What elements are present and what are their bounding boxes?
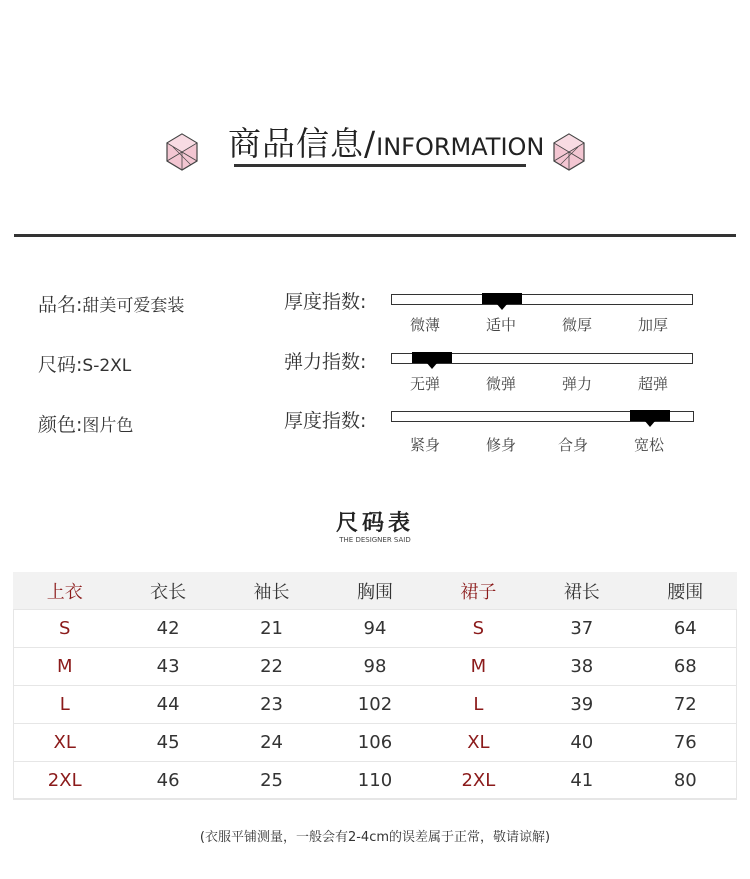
size-chart-title: 尺码表 [335,511,414,536]
thickness-index-bar [391,294,693,305]
table-cell: 76 [634,724,737,762]
table-header-cell: 胸围 [323,572,426,610]
table-cell: 46 [116,762,219,800]
scale-label: 微薄 [410,316,441,334]
table-cell: 2XL [13,762,116,800]
table-cell: 2XL [427,762,530,800]
page-title [228,118,544,165]
scale-label: 适中 [486,316,517,334]
title-cn: 商品信息 [228,124,364,163]
table-cell: 25 [220,762,323,800]
table-row [13,686,737,724]
table-cell: 38 [530,648,633,686]
table-cell: 43 [116,648,219,686]
table-cell: 24 [220,724,323,762]
table-cell: M [427,648,530,686]
scale-label: 修身 [486,436,517,454]
table-cell: XL [427,724,530,762]
table-row [13,724,737,762]
table-cell: M [13,648,116,686]
scale-label: 合身 [558,436,589,454]
scale-label: 无弹 [410,375,441,393]
table-header-cell: 裙子 [427,572,530,610]
table-cell: 98 [323,648,426,686]
gem-icon [551,132,587,172]
section-divider [14,234,736,237]
table-cell: 44 [116,686,219,724]
fit-index-pointer [644,420,656,427]
table-cell: 64 [634,610,737,648]
table-header-row [13,572,737,610]
info-color: 颜色:图片色 [38,414,134,436]
scale-label: 微弹 [486,375,517,393]
table-cell: XL [13,724,116,762]
table-cell: 110 [323,762,426,800]
elasticity-index-bar [391,353,693,364]
info-name-value: 甜美可爱套装 [82,296,185,316]
table-cell: S [427,610,530,648]
scale-label: 宽松 [634,436,665,454]
table-cell: 37 [530,610,633,648]
fit-index-bar [391,411,694,422]
table-row [13,648,737,686]
info-size: 尺码:S-2XL [38,354,132,376]
table-cell: 94 [323,610,426,648]
table-header-cell: 腰围 [634,572,737,610]
table-cell: 102 [323,686,426,724]
scale-label: 紧身 [410,436,441,454]
elasticity-index-title: 弹力指数: [284,351,367,373]
table-cell: 72 [634,686,737,724]
table-cell: 42 [116,610,219,648]
table-cell: 45 [116,724,219,762]
table-cell: 22 [220,648,323,686]
table-header-cell: 裙长 [530,572,633,610]
gem-icon [164,132,200,172]
scale-label: 弹力 [562,375,593,393]
title-underline [234,164,526,167]
scale-label: 超弹 [638,375,669,393]
table-cell: 68 [634,648,737,686]
table-cell: 21 [220,610,323,648]
table-cell: 40 [530,724,633,762]
table-cell: L [427,686,530,724]
info-color-value: 图片色 [82,416,134,436]
measurement-note: (衣服平铺测量，一般会有2-4cm的误差属于正常，敬请谅解) [199,830,551,845]
table-cell: 106 [323,724,426,762]
title-en: INFORMATION [376,133,545,161]
thickness-index-pointer [496,303,508,310]
table-header-cell: 袖长 [220,572,323,610]
scale-label: 加厚 [638,316,669,334]
info-name: 品名:甜美可爱套装 [38,294,185,316]
table-row [13,610,737,648]
table-cell: S [13,610,116,648]
table-cell: 80 [634,762,737,800]
table-cell: 23 [220,686,323,724]
scale-label: 微厚 [562,316,593,334]
size-chart-subtitle: THE DESIGNER SAID [339,536,411,544]
table-cell: L [13,686,116,724]
thickness-index-title: 厚度指数: [284,291,367,313]
info-size-value: S-2XL [82,356,132,376]
table-header-cell: 衣长 [116,572,219,610]
size-table [13,572,737,800]
table-cell: 41 [530,762,633,800]
table-row [13,762,737,800]
elasticity-index-pointer [426,362,438,369]
title-separator: / [364,124,377,163]
fit-index-title: 厚度指数: [284,410,367,432]
table-header-cell: 上衣 [13,572,116,610]
table-cell: 39 [530,686,633,724]
